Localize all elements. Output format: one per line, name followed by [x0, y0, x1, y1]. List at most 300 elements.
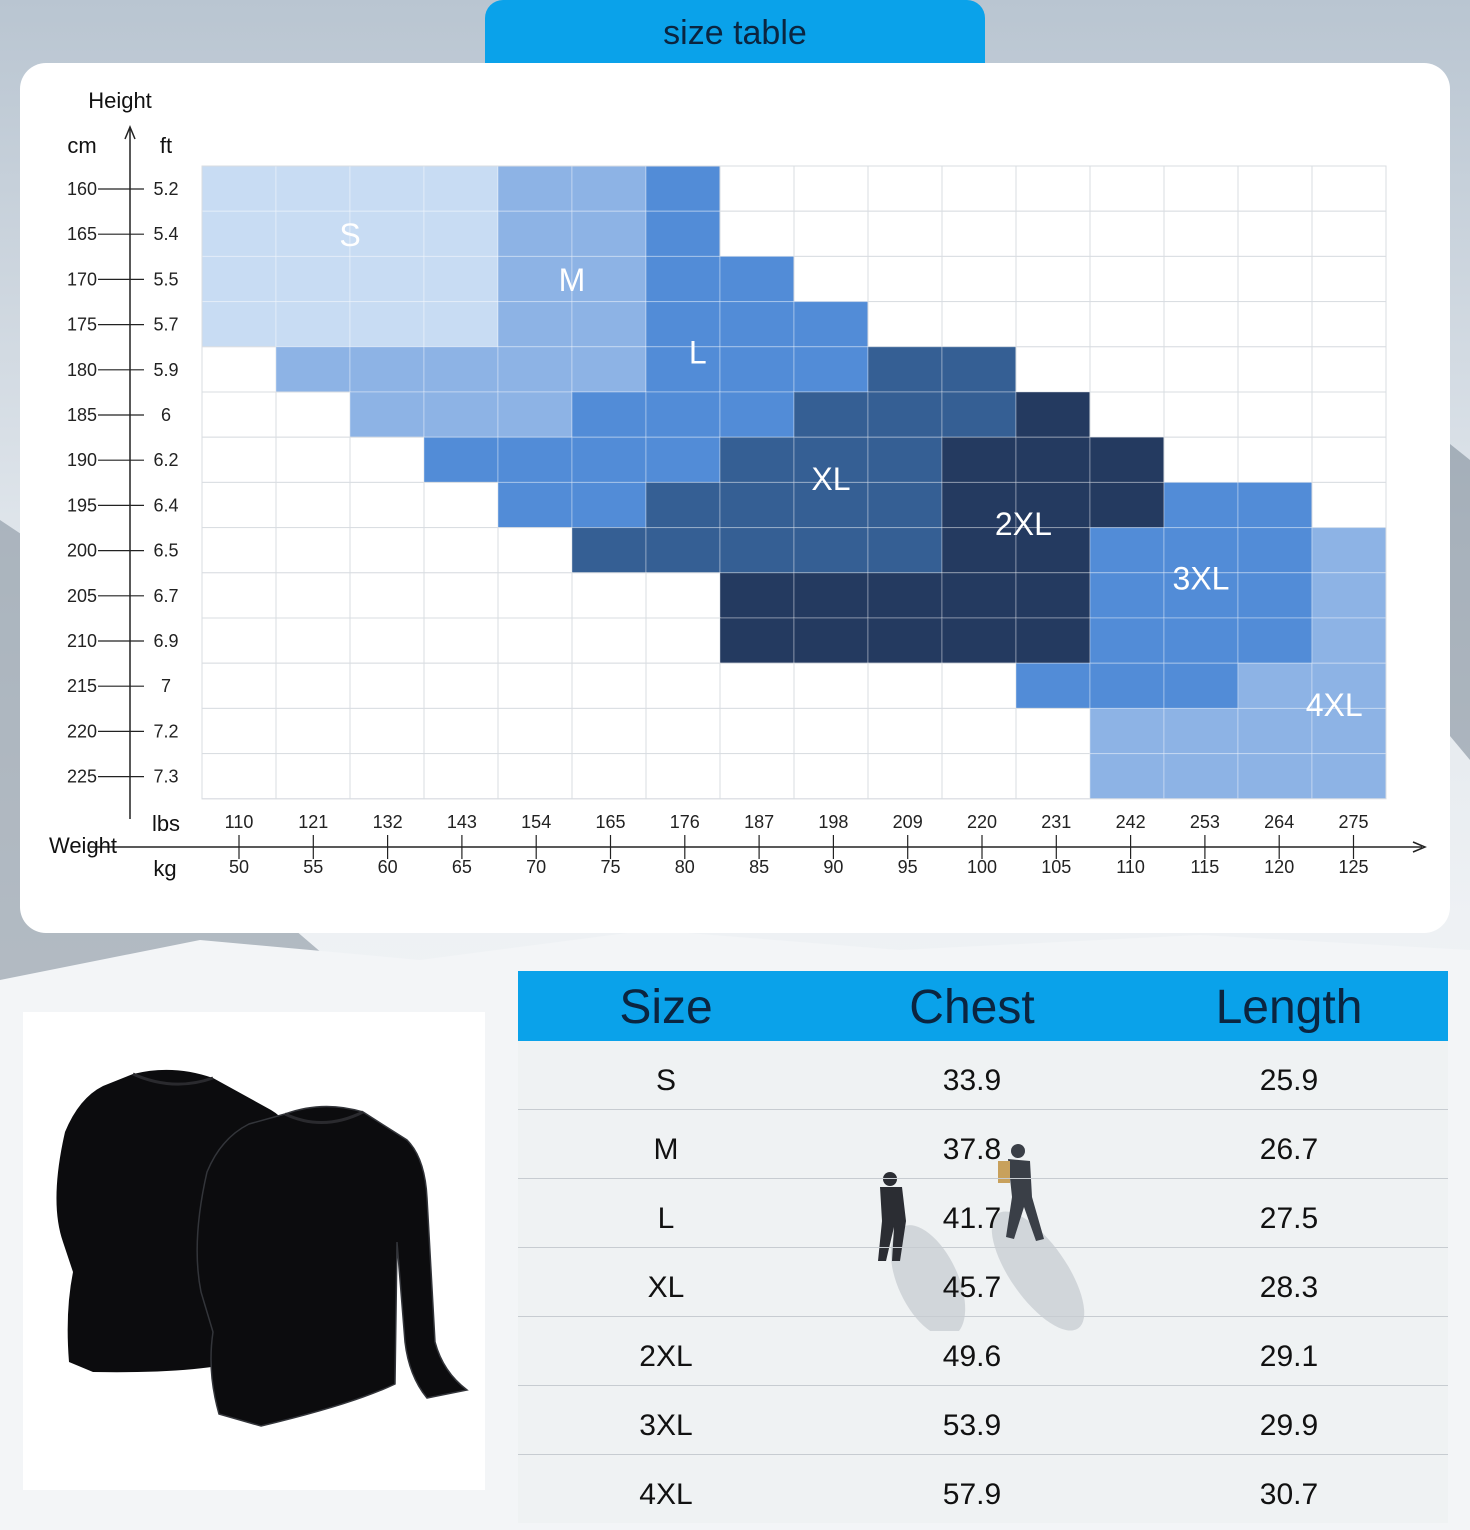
product-image-card: [23, 1012, 485, 1490]
cell-chest: 45.7: [942, 1271, 1002, 1304]
size-cell: [1090, 573, 1164, 618]
size-cell: [424, 663, 498, 708]
y-tick-label-ft: 7.2: [153, 721, 179, 742]
size-cell: [1164, 708, 1238, 753]
size-cell: [868, 708, 942, 753]
size-cell: [1016, 708, 1090, 753]
size-cell: [1238, 437, 1312, 482]
table-row: [518, 1248, 1448, 1317]
size-cell: [202, 392, 276, 437]
size-cell: [350, 256, 424, 301]
y-axis-title: Height: [88, 88, 152, 113]
cell-size: M: [653, 1133, 679, 1166]
size-cell: [498, 754, 572, 799]
size-cell: [1312, 302, 1386, 347]
size-cell: [1312, 256, 1386, 301]
size-cell: [1312, 618, 1386, 663]
size-cell: [498, 573, 572, 618]
y-tick-label-cm: 195: [66, 495, 98, 516]
size-cell: [276, 347, 350, 392]
size-region-label: L: [688, 334, 707, 371]
size-cell: [1164, 437, 1238, 482]
y-tick-label-cm: 170: [66, 269, 98, 290]
size-cell: [1016, 663, 1090, 708]
size-cell: [1312, 482, 1386, 527]
x-tick-label-lbs: 275: [1338, 812, 1369, 832]
x-tick-label-kg: 100: [966, 857, 998, 877]
size-cell: [572, 211, 646, 256]
size-cell: [424, 754, 498, 799]
y-tick-label-ft: 6.7: [153, 585, 179, 606]
x-unit-lbs: lbs: [151, 811, 181, 836]
x-tick-label-lbs: 242: [1115, 812, 1146, 832]
size-cell: [646, 482, 720, 527]
size-cell: [1164, 618, 1238, 663]
size-cell: [572, 347, 646, 392]
size-cell: [424, 347, 498, 392]
size-cell: [276, 573, 350, 618]
size-cell: [572, 663, 646, 708]
size-cell: [276, 256, 350, 301]
size-cell: [1090, 392, 1164, 437]
size-cell: [572, 618, 646, 663]
size-cell: [794, 754, 868, 799]
y-tick-label-ft: 5.2: [153, 179, 179, 199]
size-cell: [646, 211, 720, 256]
cell-size: XL: [647, 1271, 685, 1304]
size-cell: [1090, 708, 1164, 753]
size-cell: [646, 347, 720, 392]
size-cell: [1016, 347, 1090, 392]
size-cell: [276, 166, 350, 211]
size-cell: [942, 663, 1016, 708]
size-cell: [794, 347, 868, 392]
size-cell: [720, 482, 794, 527]
size-cell: [1238, 528, 1312, 573]
y-tick-label-cm: 200: [66, 540, 98, 561]
size-region-label: 2XL: [994, 506, 1052, 543]
size-cell: [1238, 482, 1312, 527]
x-tick-label-lbs: 121: [298, 812, 329, 832]
size-cell: [868, 437, 942, 482]
size-cell: [868, 392, 942, 437]
size-cell: [1238, 573, 1312, 618]
size-cell: [720, 392, 794, 437]
y-tick-label-cm: 210: [66, 631, 98, 651]
y-tick-label-cm: 185: [66, 405, 98, 425]
x-tick-label-lbs: 176: [669, 812, 700, 832]
size-cell: [646, 663, 720, 708]
x-unit-kg: kg: [153, 856, 177, 881]
size-cell: [350, 708, 424, 753]
size-cell: [202, 256, 276, 301]
y-tick-label-ft: 6.2: [153, 450, 179, 471]
size-cell: [1016, 573, 1090, 618]
size-cell: [498, 302, 572, 347]
x-tick-label-kg: 65: [451, 857, 472, 877]
y-tick-label-ft: 7.3: [153, 766, 179, 787]
size-cell: [868, 663, 942, 708]
x-tick-label-kg: 60: [377, 857, 398, 877]
size-cell: [572, 573, 646, 618]
size-cell: [646, 302, 720, 347]
size-cell: [942, 256, 1016, 301]
table-row: [518, 1317, 1448, 1386]
size-cell: [498, 663, 572, 708]
size-cell: [794, 256, 868, 301]
height-weight-size-chart: [20, 63, 1450, 933]
x-tick-label-lbs: 264: [1264, 812, 1295, 832]
size-cell: [276, 392, 350, 437]
size-cell: [1164, 256, 1238, 301]
size-region-label: 4XL: [1305, 686, 1363, 723]
size-cell: [202, 302, 276, 347]
size-cell: [1090, 437, 1164, 482]
y-tick-label-ft: 5.4: [153, 224, 179, 245]
x-tick-label-kg: 90: [823, 857, 844, 877]
size-cell: [942, 754, 1016, 799]
size-cell: [202, 618, 276, 663]
y-tick-label-cm: 175: [66, 314, 98, 335]
size-cell: [868, 754, 942, 799]
size-cell: [1090, 302, 1164, 347]
size-cell: [498, 482, 572, 527]
size-cell: [942, 211, 1016, 256]
size-cell: [1164, 392, 1238, 437]
size-measurement-table: [518, 971, 1448, 1523]
size-cell: [350, 437, 424, 482]
x-tick-label-kg: 115: [1190, 857, 1220, 877]
size-cell: [1090, 256, 1164, 301]
cell-length: 25.9: [1259, 1064, 1319, 1097]
cell-size: 4XL: [639, 1478, 693, 1511]
size-cell: [720, 754, 794, 799]
size-cell: [1090, 618, 1164, 663]
size-cell: [646, 437, 720, 482]
size-cell: [720, 302, 794, 347]
x-tick-label-kg: 125: [1338, 857, 1369, 877]
size-cell: [1238, 663, 1312, 708]
size-cell: [276, 708, 350, 753]
x-tick-label-lbs: 110: [224, 812, 254, 832]
size-cell: [1238, 392, 1312, 437]
size-cell: [1238, 708, 1312, 753]
size-cell: [942, 302, 1016, 347]
size-cell: [350, 302, 424, 347]
x-tick-label-kg: 120: [1264, 857, 1295, 877]
size-chart-card: [20, 63, 1450, 933]
x-tick-label-kg: 80: [674, 857, 695, 877]
size-cell: [1238, 166, 1312, 211]
size-cell: [720, 618, 794, 663]
size-cell: [646, 573, 720, 618]
cell-size: 3XL: [639, 1409, 693, 1442]
size-cell: [794, 302, 868, 347]
size-cell: [794, 573, 868, 618]
x-tick-label-kg: 75: [600, 857, 621, 877]
size-cell: [942, 437, 1016, 482]
y-tick-label-cm: 180: [66, 359, 98, 380]
size-cell: [1090, 347, 1164, 392]
y-tick-label-ft: 5.9: [153, 359, 179, 380]
size-cell: [424, 708, 498, 753]
size-cell: [202, 754, 276, 799]
table-header-row: [518, 971, 1448, 1041]
size-cell: [202, 708, 276, 753]
size-cell: [276, 302, 350, 347]
size-cell: [868, 528, 942, 573]
size-cell: [1164, 211, 1238, 256]
y-tick-label-cm: 165: [66, 224, 98, 245]
y-unit-ft: ft: [159, 133, 173, 158]
size-cell: [1312, 166, 1386, 211]
size-cell: [572, 708, 646, 753]
size-cell: [202, 347, 276, 392]
x-tick-label-lbs: 165: [595, 812, 626, 832]
size-cell: [498, 618, 572, 663]
size-cell: [424, 482, 498, 527]
size-cell: [720, 347, 794, 392]
y-tick-label-ft: 6: [160, 405, 172, 425]
size-cell: [202, 482, 276, 527]
size-cell: [350, 482, 424, 527]
size-cell: [868, 482, 942, 527]
size-cell: [350, 166, 424, 211]
size-cell: [1090, 528, 1164, 573]
table-row: [518, 1110, 1448, 1179]
size-cell: [1090, 211, 1164, 256]
size-cell: [350, 528, 424, 573]
size-cell: [720, 528, 794, 573]
table-row: [518, 1455, 1448, 1524]
cell-size: L: [657, 1202, 675, 1235]
table-row: [518, 1179, 1448, 1248]
size-cell: [202, 573, 276, 618]
y-tick-label-cm: 160: [66, 179, 98, 199]
size-cell: [498, 392, 572, 437]
size-cell: [1238, 256, 1312, 301]
size-cell: [1016, 437, 1090, 482]
size-region-label: S: [339, 216, 361, 253]
size-cell: [572, 392, 646, 437]
size-cell: [1016, 754, 1090, 799]
size-region-label: XL: [811, 460, 851, 497]
size-cell: [1090, 482, 1164, 527]
size-cell: [720, 256, 794, 301]
x-tick-label-lbs: 220: [966, 812, 998, 832]
size-cell: [1312, 528, 1386, 573]
cell-chest: 33.9: [942, 1064, 1002, 1097]
size-cell: [276, 663, 350, 708]
size-cell: [276, 754, 350, 799]
y-tick-label-ft: 6.4: [153, 495, 179, 516]
cell-chest: 41.7: [942, 1202, 1002, 1235]
y-tick-label-cm: 225: [66, 766, 98, 787]
size-cell: [646, 754, 720, 799]
cell-length: 29.1: [1259, 1340, 1319, 1373]
size-cell: [868, 166, 942, 211]
x-tick-label-lbs: 154: [521, 812, 552, 832]
size-cell: [1238, 302, 1312, 347]
size-cell: [498, 166, 572, 211]
size-cell: [350, 211, 424, 256]
size-cell: [1164, 166, 1238, 211]
x-tick-label-lbs: 253: [1189, 812, 1220, 832]
size-cell: [424, 302, 498, 347]
size-cell: [350, 392, 424, 437]
size-cell: [202, 528, 276, 573]
size-cell: [572, 437, 646, 482]
x-tick-label-lbs: 187: [744, 812, 775, 832]
size-cell: [350, 754, 424, 799]
x-tick-label-lbs: 132: [372, 812, 403, 832]
x-tick-label-kg: 110: [1116, 857, 1145, 877]
size-cell: [868, 618, 942, 663]
size-cell: [1016, 302, 1090, 347]
y-tick-label-ft: 6.9: [153, 631, 179, 651]
size-cell: [646, 618, 720, 663]
size-cell: [794, 166, 868, 211]
cell-size: 2XL: [639, 1340, 693, 1373]
size-cell: [1164, 754, 1238, 799]
size-cell: [646, 166, 720, 211]
header-size: Size: [619, 981, 713, 1034]
size-cell: [1016, 166, 1090, 211]
size-cell: [424, 211, 498, 256]
x-tick-label-lbs: 143: [446, 812, 477, 832]
cell-length: 26.7: [1259, 1133, 1319, 1166]
size-cell: [794, 392, 868, 437]
size-region-label: M: [558, 262, 586, 298]
size-cell: [942, 166, 1016, 211]
size-cell: [1238, 211, 1312, 256]
size-cell: [1090, 166, 1164, 211]
y-tick-label-ft: 5.5: [153, 269, 179, 290]
size-cell: [942, 392, 1016, 437]
size-cell: [942, 347, 1016, 392]
size-cell: [498, 708, 572, 753]
x-tick-label-kg: 50: [228, 857, 250, 877]
size-cell: [720, 437, 794, 482]
black-long-sleeve-shirts-image: [23, 1012, 485, 1490]
size-cell: [868, 573, 942, 618]
size-cell: [424, 573, 498, 618]
size-cell: [424, 166, 498, 211]
size-region-label: 3XL: [1172, 560, 1230, 597]
size-cell: [276, 618, 350, 663]
x-tick-label-lbs: 198: [818, 812, 849, 832]
size-cell: [276, 482, 350, 527]
size-cell: [1238, 618, 1312, 663]
y-tick-label-ft: 6.5: [153, 540, 179, 561]
size-cell: [1016, 618, 1090, 663]
size-cell: [794, 618, 868, 663]
size-cell: [498, 211, 572, 256]
cell-chest: 37.8: [942, 1133, 1002, 1166]
y-tick-label-ft: 7: [160, 676, 172, 697]
size-cell: [1312, 437, 1386, 482]
size-cell: [942, 618, 1016, 663]
size-cell: [646, 528, 720, 573]
x-axis-title: Weight: [48, 833, 118, 858]
size-cell: [868, 302, 942, 347]
header-length: Length: [1215, 981, 1363, 1034]
size-cell: [868, 347, 942, 392]
y-tick-label-ft: 5.7: [153, 314, 179, 335]
size-cell: [1312, 754, 1386, 799]
size-cell: [720, 211, 794, 256]
size-cell: [572, 166, 646, 211]
size-cell: [794, 211, 868, 256]
size-cell: [424, 618, 498, 663]
size-cell: [868, 211, 942, 256]
size-cell: [498, 437, 572, 482]
size-cell: [572, 302, 646, 347]
cell-size: S: [655, 1064, 676, 1097]
size-cell: [794, 708, 868, 753]
y-tick-label-cm: 205: [66, 585, 98, 606]
size-cell: [942, 573, 1016, 618]
size-cell: [1016, 211, 1090, 256]
size-cell: [350, 618, 424, 663]
size-cell: [794, 663, 868, 708]
size-cell: [1238, 347, 1312, 392]
size-cell: [794, 528, 868, 573]
size-cell: [868, 256, 942, 301]
size-cell: [1164, 302, 1238, 347]
size-cell: [646, 256, 720, 301]
y-tick-label-cm: 190: [66, 450, 98, 471]
size-cell: [720, 573, 794, 618]
x-tick-label-kg: 105: [1041, 857, 1072, 877]
size-cell: [720, 166, 794, 211]
size-table-title-tab: size table: [485, 0, 985, 63]
size-cell: [572, 528, 646, 573]
table-row: [518, 1386, 1448, 1455]
size-cell: [1164, 482, 1238, 527]
y-unit-cm: cm: [67, 133, 97, 158]
cell-length: 27.5: [1259, 1202, 1319, 1235]
cell-length: 29.9: [1259, 1409, 1319, 1442]
size-cell: [350, 347, 424, 392]
size-cell: [202, 437, 276, 482]
cell-length: 28.3: [1259, 1271, 1319, 1304]
size-cell: [1238, 754, 1312, 799]
table-row: [518, 1041, 1448, 1110]
size-cell: [350, 573, 424, 618]
size-cell: [276, 437, 350, 482]
size-cell: [424, 437, 498, 482]
cell-chest: 53.9: [942, 1409, 1002, 1442]
y-tick-label-cm: 215: [66, 676, 98, 697]
size-cell: [498, 347, 572, 392]
cell-length: 30.7: [1259, 1478, 1319, 1511]
x-tick-label-lbs: 231: [1041, 812, 1072, 832]
header-chest: Chest: [909, 981, 1035, 1034]
size-cell: [1090, 754, 1164, 799]
x-tick-label-kg: 70: [526, 857, 547, 877]
size-cell: [720, 663, 794, 708]
size-cell: [1016, 256, 1090, 301]
size-cell: [1312, 347, 1386, 392]
size-cell: [202, 166, 276, 211]
size-cell: [1312, 211, 1386, 256]
cell-chest: 49.6: [942, 1340, 1002, 1373]
size-cell: [572, 482, 646, 527]
size-cell: [942, 708, 1016, 753]
size-cell: [1090, 663, 1164, 708]
cell-chest: 57.9: [942, 1478, 1002, 1511]
